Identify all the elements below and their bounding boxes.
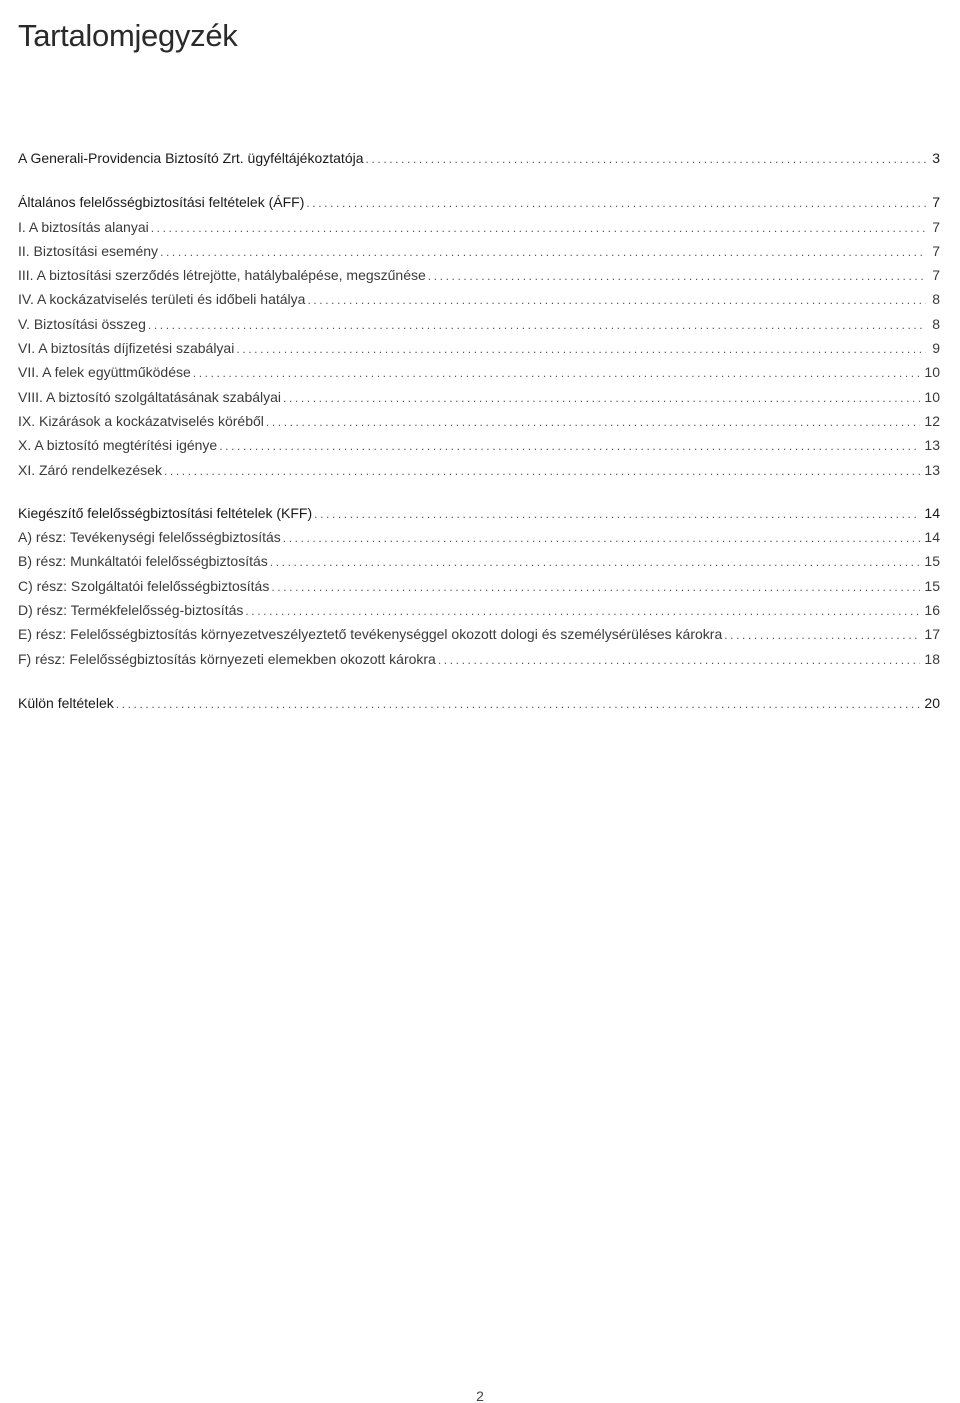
- toc-item-row[interactable]: [18, 574, 940, 598]
- toc-item-label: XI. Záró rendelkezések: [18, 461, 162, 478]
- dot-leader: [428, 264, 926, 287]
- toc-page-number: 14: [924, 529, 940, 546]
- toc-page-number: 10: [924, 388, 940, 405]
- dot-leader: [438, 648, 921, 671]
- toc-item-label: V. Biztosítási összeg: [18, 315, 146, 332]
- toc-item-row[interactable]: [18, 263, 940, 287]
- toc-page-number: 7: [932, 242, 940, 259]
- toc-item-row[interactable]: [18, 287, 940, 311]
- toc-page-number: 9: [932, 340, 940, 357]
- page-title: Tartalomjegyzék: [18, 18, 238, 53]
- toc-page-number: 18: [924, 650, 940, 667]
- toc-item-row[interactable]: [18, 549, 940, 573]
- toc-item-label: VIII. A biztosító szolgáltatásának szabályai: [18, 388, 282, 405]
- toc-heading-row[interactable]: [18, 691, 940, 715]
- toc-item-row[interactable]: [18, 598, 940, 622]
- toc-item-row[interactable]: [18, 385, 940, 409]
- toc-item-label: VI. A biztosítás díjfizetési szabályai: [18, 340, 235, 357]
- dot-leader: [164, 459, 920, 482]
- table-of-contents: [18, 146, 940, 735]
- toc-item-label: VII. A felek együttműködése: [18, 364, 191, 381]
- toc-item-label: B) rész: Munkáltatói felelősségbiztosítás: [18, 553, 268, 570]
- toc-item-label: E) rész: Felelősségbiztosítás környezetveszélyeztető tevékenységgel okozott dologi és személysérüléses károkra: [18, 626, 723, 643]
- toc-item-row[interactable]: [18, 215, 940, 239]
- toc-item-row[interactable]: [18, 458, 940, 482]
- toc-item-label: D) rész: Termékfelelősség-biztosítás: [18, 602, 244, 619]
- toc-page-number: 12: [924, 412, 940, 429]
- toc-item-label: A) rész: Tevékenységi felelősségbiztosítás: [18, 529, 281, 546]
- page-footer-number: 2: [476, 1388, 484, 1403]
- toc-page-number: 15: [924, 553, 940, 570]
- toc-item-label: IX. Kizárások a kockázatviselés köréből: [18, 412, 264, 429]
- dot-leader: [270, 550, 921, 573]
- toc-item-row[interactable]: [18, 622, 940, 646]
- dot-leader: [245, 599, 920, 622]
- toc-page-number: 7: [932, 267, 940, 284]
- dot-leader: [160, 240, 926, 263]
- toc-page-number: 17: [924, 626, 940, 643]
- toc-section: [18, 501, 940, 671]
- toc-item-row[interactable]: [18, 433, 940, 457]
- dot-leader: [219, 434, 920, 457]
- dot-leader: [724, 623, 920, 646]
- dot-leader: [116, 692, 921, 715]
- dot-leader: [366, 147, 926, 170]
- toc-page-number: 15: [924, 577, 940, 594]
- dot-leader: [307, 288, 926, 311]
- toc-heading-row[interactable]: [18, 501, 940, 525]
- toc-heading-row[interactable]: [18, 146, 940, 170]
- toc-page-number: 16: [924, 602, 940, 619]
- toc-item-label: F) rész: Felelősségbiztosítás környezeti elemekben okozott károkra: [18, 650, 436, 667]
- toc-heading-label: Általános felelősségbiztosítási feltételek (ÁFF): [18, 194, 305, 211]
- toc-item-label: X. A biztosító megtérítési igénye: [18, 437, 218, 454]
- dot-leader: [236, 337, 926, 360]
- toc-page-number: 7: [932, 218, 940, 235]
- toc-page-number: 3: [932, 150, 940, 166]
- toc-item-row[interactable]: [18, 336, 940, 360]
- toc-heading-label: Kiegészítő felelősségbiztosítási feltételek (KFF): [18, 504, 313, 521]
- dot-leader: [314, 502, 920, 525]
- toc-heading-label: A Generali-Providencia Biztosító Zrt. ügyféltájékoztatója: [18, 150, 364, 166]
- toc-page-number: 7: [932, 194, 940, 211]
- dot-leader: [306, 191, 926, 214]
- toc-item-row[interactable]: [18, 239, 940, 263]
- dot-leader: [193, 361, 921, 384]
- dot-leader: [266, 410, 921, 433]
- toc-page-number: 8: [932, 315, 940, 332]
- toc-item-label: II. Biztosítási esemény: [18, 242, 159, 259]
- toc-item-row[interactable]: [18, 647, 940, 671]
- toc-item-row[interactable]: [18, 312, 940, 336]
- toc-item-row[interactable]: [18, 360, 940, 384]
- toc-item-label: C) rész: Szolgáltatói felelősségbiztosítás: [18, 577, 270, 594]
- dot-leader: [148, 313, 926, 336]
- toc-section: [18, 691, 940, 715]
- toc-item-label: III. A biztosítási szerződés létrejötte, hatálybalépése, megszűnése: [18, 267, 426, 284]
- toc-page-number: 14: [924, 504, 940, 521]
- toc-heading-label: Külön feltételek: [18, 694, 114, 711]
- toc-section: [18, 146, 940, 170]
- toc-page-number: 8: [932, 291, 940, 308]
- toc-page-number: 20: [924, 694, 940, 711]
- dot-leader: [151, 216, 926, 239]
- toc-item-row[interactable]: [18, 525, 940, 549]
- toc-section: [18, 190, 940, 482]
- toc-page-number: 10: [924, 364, 940, 381]
- toc-page-number: 13: [924, 461, 940, 478]
- dot-leader: [283, 526, 921, 549]
- toc-item-label: I. A biztosítás alanyai: [18, 218, 149, 235]
- toc-item-row[interactable]: [18, 409, 940, 433]
- toc-heading-row[interactable]: [18, 190, 940, 214]
- dot-leader: [271, 575, 920, 598]
- toc-item-label: IV. A kockázatviselés területi és időbeli hatálya: [18, 291, 306, 308]
- toc-page-number: 13: [924, 437, 940, 454]
- dot-leader: [283, 386, 920, 409]
